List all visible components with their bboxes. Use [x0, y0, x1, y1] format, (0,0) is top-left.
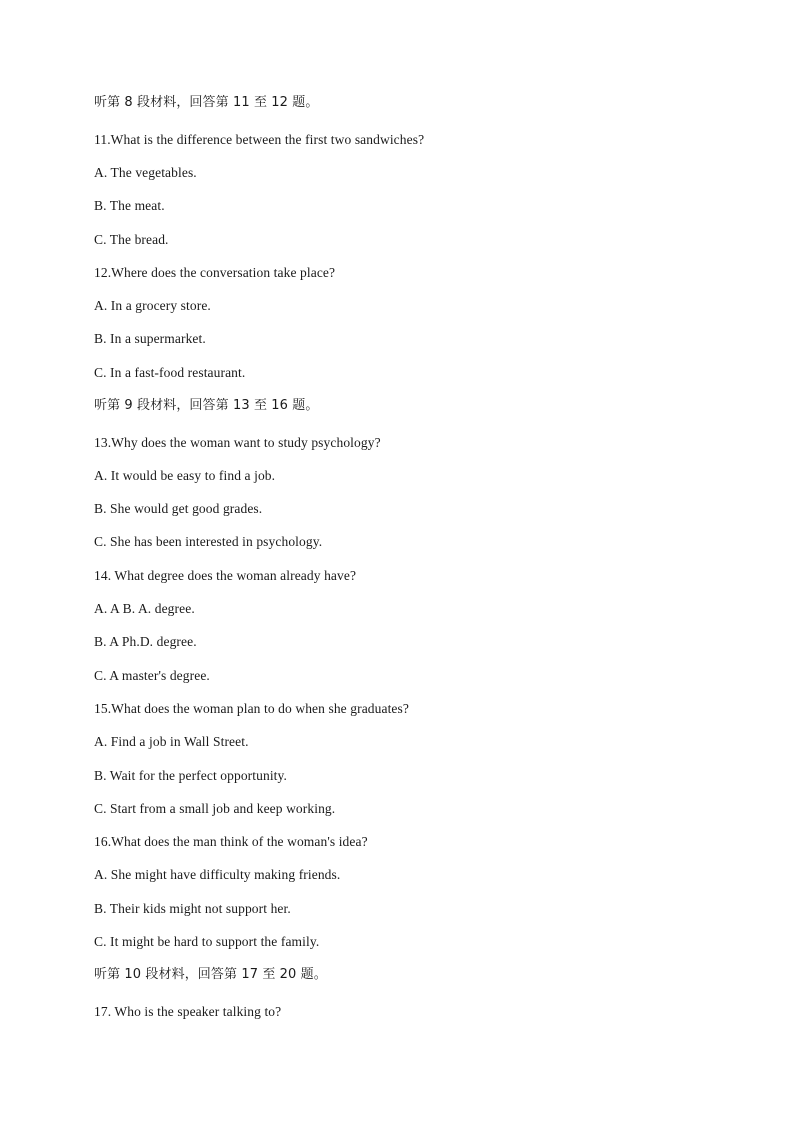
question-text: 11.What is the difference between the first two sandwiches? — [94, 132, 425, 147]
answer-option: C. It might be hard to support the family. — [94, 934, 320, 949]
answer-option: B. The meat. — [94, 198, 165, 213]
section-heading: 听第 8 段材料，回答第 11 至 12 题。 — [94, 95, 319, 110]
answer-option: A. In a grocery store. — [94, 298, 211, 313]
answer-option: B. Wait for the perfect opportunity. — [94, 768, 287, 783]
section-heading: 听第 9 段材料，回答第 13 至 16 题。 — [94, 398, 319, 413]
question-text: 13.Why does the woman want to study psychology? — [94, 435, 381, 450]
answer-option: C. A master's degree. — [94, 668, 210, 683]
answer-option: B. A Ph.D. degree. — [94, 634, 197, 649]
answer-option: A. She might have difficulty making friends. — [94, 867, 341, 882]
answer-option: B. Their kids might not support her. — [94, 901, 291, 916]
answer-option: B. In a supermarket. — [94, 331, 206, 346]
answer-option: A. It would be easy to find a job. — [94, 468, 276, 483]
section-heading: 听第 10 段材料，回答第 17 至 20 题。 — [94, 967, 327, 982]
answer-option: A. The vegetables. — [94, 165, 197, 180]
question-text: 14. What degree does the woman already have? — [94, 568, 357, 583]
answer-option: B. She would get good grades. — [94, 501, 263, 516]
answer-option: C. She has been interested in psychology. — [94, 534, 323, 549]
question-text: 17. Who is the speaker talking to? — [94, 1004, 282, 1019]
answer-option: C. Start from a small job and keep working. — [94, 801, 336, 816]
answer-option: C. In a fast-food restaurant. — [94, 365, 246, 380]
answer-option: A. Find a job in Wall Street. — [94, 734, 249, 749]
question-text: 12.Where does the conversation take place? — [94, 265, 336, 280]
answer-option: A. A B. A. degree. — [94, 601, 195, 616]
question-text: 15.What does the woman plan to do when she graduates? — [94, 701, 409, 716]
question-text: 16.What does the man think of the woman's idea? — [94, 834, 368, 849]
answer-option: C. The bread. — [94, 232, 169, 247]
